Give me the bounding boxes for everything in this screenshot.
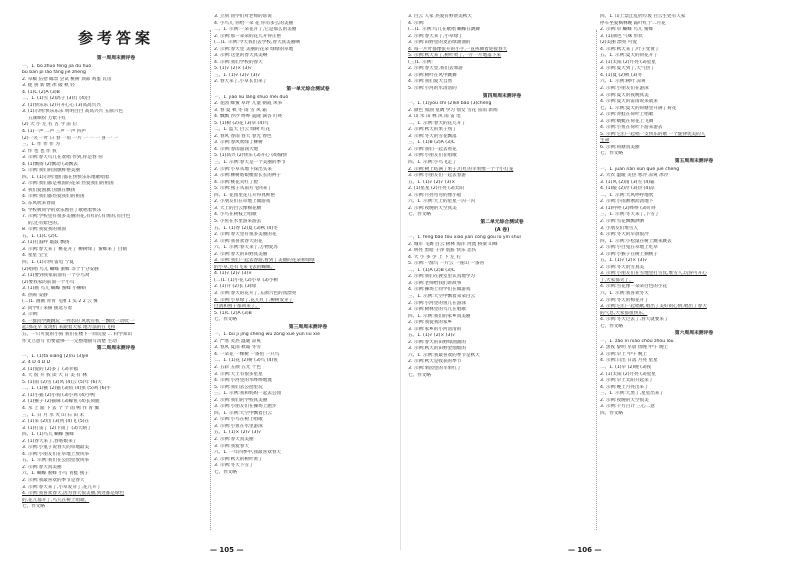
answer-text: 3. 示例:田野里的麦苗绿油油的 bbox=[408, 40, 471, 46]
answer-text: 白鸽和燕子都回来了。 bbox=[214, 304, 260, 310]
answer-text: 5. 示例:燕子从南方飞回来了 bbox=[214, 186, 272, 192]
answer-text: (二)1. 示例:今天我们去学校,春天真美丽啊 bbox=[214, 40, 300, 46]
answer-text: 4. 示例:小草绿了,花儿红了,柳树发芽了 bbox=[214, 297, 294, 303]
section-heading bbox=[408, 220, 596, 227]
answer-text: 3. 示例:千方百计 三心二意 bbox=[600, 404, 655, 410]
answer-text: 2. 示例:秋天的果子熟了 bbox=[408, 127, 457, 133]
answer-text: 二、1. (1)花 (2)树 (3)鸟 (4)鱼 bbox=[214, 358, 278, 364]
answer-line bbox=[600, 411, 788, 418]
answer-text: 2. (1)快乐乐 (2)开开心心 (3)高高兴兴 bbox=[22, 102, 101, 108]
answer-text: 第五周周末测评卷 bbox=[674, 159, 714, 165]
answer-text: 2. 示例:小白兔在草地上吃草 bbox=[600, 245, 658, 251]
answer-text: 2. 示例:春天里 美丽的花朵 绿绿的草地 bbox=[214, 46, 294, 52]
answer-text: 第二周周末测评卷 bbox=[96, 346, 136, 352]
answer-text: 三、1. 示例:冬天来了,下雪了 bbox=[600, 212, 660, 218]
answer-text: 2. 示例:春天来了,小草绿了 bbox=[408, 33, 463, 39]
answer-text: 生命 bbox=[600, 138, 610, 144]
answer-text: 2. 示例:春天里有很多美丽的花 bbox=[214, 232, 277, 238]
answer-text: 第四周周末测评卷 bbox=[482, 93, 522, 99]
answer-text: 3. 示例:小朋友们在唱歌 bbox=[408, 153, 457, 159]
answer-text: 3. (1)风 (2)雨 (3)雪 (4)霜 bbox=[600, 179, 655, 185]
answer-text: 2. 示例:我们的学校真美丽 bbox=[214, 397, 268, 403]
answer-text: 2. 黑夜 黎明 早晨 傍晚 中午 晚上 bbox=[600, 345, 669, 351]
answer-text: (A 卷) bbox=[494, 227, 510, 233]
answer-text: 4. 示例:雪花像一朵朵白色的小花 bbox=[600, 284, 668, 290]
answer-text: 二、1. 示例:春天的花儿开了 bbox=[408, 120, 466, 126]
answer-text: 一、1. (1)yóu shì (2)kè bǎo (3)chéng bbox=[408, 101, 492, 107]
answer-text: 3. 白云 人家 热爱有野赞美秋天 bbox=[408, 14, 472, 19]
answer-text: 2. (1)要到我家前面有一个小鸟窝 bbox=[22, 273, 90, 279]
answer-line bbox=[214, 79, 402, 86]
answer-text: 4. 示例:我们都热爱我们的祖国 bbox=[22, 194, 85, 200]
answer-text: 2. 示例:秋天的树叶黄了 bbox=[214, 456, 263, 462]
answer-text: 第一周周末测评卷 bbox=[96, 56, 136, 61]
answer-text: 3. 示例:蜻蜓在荷花上飞舞 bbox=[600, 118, 654, 124]
answer-text: 一、1. zǎo nǐ niǎo chóu zhǒu lǒu bbox=[600, 338, 674, 344]
answer-text: 七、1. 示例:夏天的荷塘里开满了荷花 bbox=[600, 105, 677, 111]
answer-text: 3. 捉 别 新 燃 冰 破 秋 轻 bbox=[22, 83, 75, 89]
answer-text: 4. 示例:我喜欢春天,因为春天很美丽,到处都是绿色 bbox=[22, 491, 125, 497]
answer-text: 2. 4 D 4 D D bbox=[22, 360, 51, 366]
answer-text: 一、1. bō zhuō fēng jiā dù huǒ bbox=[22, 63, 92, 69]
answer-text: 2. 作 也 也 作 我 bbox=[22, 148, 57, 154]
answer-text: 3. (1)打雷了 (2)下雨了 (3)天晴了 bbox=[22, 425, 92, 431]
answer-text: 六、1. 示例:我喜欢冬天 bbox=[600, 290, 649, 296]
answer-text: 5. 示例:它们一起唱一支快乐的歌 一个旋律优美的人 bbox=[600, 131, 706, 137]
answer-text: 2. 严寒 炎热 温暖 凉爽 bbox=[214, 338, 261, 344]
answer-text: 3. 示例:早上太阳升起来了 bbox=[600, 378, 654, 384]
answer-text: 2. 五彩 五颜 五光 十色 bbox=[214, 364, 261, 370]
answer-line bbox=[214, 470, 402, 477]
answer-text: 2. (1)小猫 (2)小狗 (3)小鸡 (4)小鸭 bbox=[22, 392, 96, 398]
answer-text: 二、1. (1)A (2)B (3)C bbox=[408, 267, 455, 273]
answer-text: 作文立意写 但要能够一一完整地描写清楚 生动 bbox=[22, 338, 117, 344]
answer-text: 2. 示例:夜晚的天空真美 bbox=[408, 205, 457, 211]
answer-text: 4. 一朵花 一棵树 一条鱼 一只鸟 bbox=[214, 351, 280, 357]
answer-text: 五、1. 示例:夏天的荷花开了 bbox=[600, 53, 658, 59]
answer-text: 2. (1)太阳 (2)月亮 (3)星星 bbox=[600, 371, 656, 377]
answer-text: 3. 示例:小朋友们在操场上跑步 bbox=[214, 404, 277, 410]
answer-text: 6. 学校被同学的欢乐围住了歌唱着快乐 bbox=[22, 207, 102, 213]
answer-text: 2. (1)采 (2)出 (3)到 (4)飞 (5)在 bbox=[22, 419, 90, 425]
answer-text: 3. 示例:月亮弯弯的像小船 bbox=[408, 192, 462, 198]
answer-text: 2. 示例:春天里,我们去郊游 bbox=[408, 66, 463, 72]
answer-text: 2. 花园 蜂蜜 草坪 儿童 朝霞 风筝 bbox=[214, 101, 283, 107]
answer-text: 3. 示例:老师给我们讲故事 bbox=[408, 280, 462, 286]
answer-text: (2)要我家的前面一个小鸟 bbox=[22, 279, 75, 285]
answer-text: 4. (1)暖 (2)冷 (3)热 (4)凉 bbox=[600, 186, 655, 192]
section-heading bbox=[408, 228, 596, 235]
answer-text: 2. 示例:春天的田野绿油油的 bbox=[408, 339, 466, 345]
answer-text: 六、1. 示例:我最喜欢的季节是秋天 bbox=[408, 352, 480, 358]
answer-text: 5. 示例:我们去公园里玩 bbox=[214, 384, 263, 390]
answer-text: 5. 示例:秋天来了,树叶黄了,一片一片地落下来 bbox=[408, 53, 502, 59]
answer-text: 三、1. 示例:天黑了,星星出来了 bbox=[600, 391, 664, 397]
section-heading bbox=[22, 56, 210, 63]
answer-text: 第六周周末测评卷 bbox=[674, 331, 714, 337]
answer-text: 2. 示例:我爱我的家乡 bbox=[408, 320, 453, 326]
answer-text: 五颜缤纷 万紫千红 bbox=[28, 115, 67, 121]
answer-text: 2. 示例:我最喜欢的季节是春天 bbox=[22, 478, 85, 483]
answer-text: 4. 示例:操场上同学们在做游戏 bbox=[408, 287, 471, 293]
answer-line bbox=[214, 317, 402, 324]
answer-text: 2. 示例:青蛙在荷叶上唱歌 bbox=[600, 112, 654, 118]
answer-line bbox=[22, 504, 210, 511]
answer-text: 2. 示例:冬天的雪真美 bbox=[600, 264, 645, 270]
answer-text: 3. (1)颜色 气味 形状 bbox=[600, 33, 643, 39]
answer-text: 3. 示例:天上有很多星星 bbox=[214, 371, 263, 377]
answer-text: 3. (1)呼呼 (2)哗哗 (3)叮咚 bbox=[600, 205, 656, 211]
answer-text: 2. 示例:小雨淅淅沥沥地下 bbox=[600, 199, 654, 205]
answer-text: 3. 示例:冬天下雪了 bbox=[214, 463, 254, 469]
answer-text: 2. 春风 春雨 春天 春光 春色 bbox=[214, 133, 272, 139]
answer-text: 3. 示例:冬天的雪花飘落 bbox=[408, 133, 457, 139]
answer-line bbox=[600, 324, 788, 331]
answer-line bbox=[600, 151, 788, 158]
answer-text: 三、1. 示例:天空中飘着朵朵白云 bbox=[408, 293, 476, 299]
answer-text: 2. 大衣 温暖 炎热 寒冷 凉爽 冰冷 bbox=[600, 173, 669, 179]
answer-text: 4. 示例:冬天的早晨很冷 bbox=[600, 232, 649, 238]
answer-text: (2)唱唱 鸟儿 蝴蝶 蜜蜂 等于十分安静 bbox=[22, 266, 99, 272]
answer-text: 2. 春天来了,小草长出来了 bbox=[214, 79, 268, 85]
answer-line bbox=[408, 86, 596, 93]
answer-text: 第一单元综合测试卷 bbox=[286, 87, 330, 93]
answer-text: bǔ bān pí láo fǎng jiè zhèng bbox=[22, 70, 86, 76]
answer-text: 2. 示例:秋天是收获的季节 bbox=[408, 359, 462, 365]
answer-text: 2. (1)打鼓呼 敲鼓 飘扬 bbox=[22, 240, 70, 246]
answer-text: (二)1. 示例:鸟儿在歌唱 蝴蝶在跳舞 bbox=[408, 27, 481, 33]
answer-text: 四、1. 花园里花儿开得真鲜艳 bbox=[214, 192, 275, 198]
answer-text: 2. 示例:我们在教室里认真地学习 bbox=[408, 274, 476, 280]
answer-text: 起:那花早 发现机 来跟着大家 地方法的在飞和 bbox=[22, 325, 116, 331]
answer-text: 4. (1)√ (2)√ (3)× bbox=[214, 271, 252, 277]
answer-text: 3. 示例: bbox=[22, 312, 39, 318]
answer-text: 一、1. juān nán xún què jué chéng bbox=[600, 166, 680, 172]
answer-text: 3. 示例:我喜欢春天的花 bbox=[214, 238, 263, 244]
answer-text: 了,大家都笑了。 bbox=[600, 277, 634, 283]
answer-text: 4. 示例: bbox=[408, 20, 425, 26]
column-divider bbox=[596, 30, 597, 530]
page-number-right: — 106 — bbox=[568, 546, 602, 554]
answer-text: 七、作文略 bbox=[408, 212, 431, 218]
page-number-left: — 105 — bbox=[210, 546, 244, 554]
answer-text: 五、1. (1)× (2)√ (3)√ bbox=[214, 430, 262, 436]
answer-text: 4. 大 小 多 少 上 下 左 右 bbox=[408, 254, 461, 260]
answer-text: 2. 示例:我们都是祖国的花朵 热爱我们的祖国 bbox=[22, 181, 114, 187]
answer-text: 5. (1)雨 (2)雪 (3)风 (4)云 (5)年 (6)大 bbox=[22, 379, 102, 385]
answer-text: (2)美丽 漂亮 可爱 bbox=[600, 40, 637, 46]
answer-text: 三、1. 作 作 作 为 bbox=[22, 142, 60, 148]
answer-text: 2. 示例:雪花飘飘洒洒 bbox=[600, 218, 645, 224]
answer-text: 8. 示例:我爱我的祖国 bbox=[22, 227, 67, 233]
answer-text: 六、1. 示例:树叶 凉爽 bbox=[600, 79, 646, 85]
answer-text: 3. 示例:春风吹绿了柳树 bbox=[214, 140, 263, 146]
answer-text: 二、1. 示例:一朵花开了,它是那么的美丽 bbox=[214, 27, 297, 33]
answer-text: 4. 示例:春雨滋润大地 bbox=[214, 146, 259, 152]
answer-text: 四、1. 示例:小鸟飞走了 bbox=[408, 160, 457, 166]
answer-lines bbox=[408, 14, 596, 379]
answer-text: 3. 示例:春天的花开了,五颜六色的真漂亮 bbox=[214, 290, 297, 296]
answer-text: 二、1. 蓝天 白云 绿树 红花 bbox=[214, 127, 271, 133]
answer-text: 一、1. bǔ jī jìng shēng wù zōng xué yǔn liú xiē bbox=[214, 332, 320, 338]
answer-text: 2. 示例:树上结满了果子,红红的苹果像一个个小灯笼 bbox=[408, 166, 514, 172]
answer-text: 4. 水 上 面 下 去 个 个 雨 鸭 作 青 翼 bbox=[22, 405, 100, 411]
answer-text: 四、1. 山上禁止乱扔垃圾 白云生处有人家 bbox=[600, 14, 686, 19]
answer-text: 3. 示例:小朋友们一起去春游 bbox=[408, 173, 466, 179]
answer-text: 一、1. jiāo liú lǎng shuō méi duǒ bbox=[214, 94, 289, 100]
answer-text: 三、1. 示例:我和妈妈一起去公园 bbox=[214, 391, 282, 397]
answer-text: 五、1. (1)√ (2)× (3)√ bbox=[600, 258, 648, 264]
answer-text: 4. 示例:我们爱大自然 bbox=[408, 79, 453, 85]
answer-text: 5. 小鱼在水里游来游去 bbox=[214, 218, 262, 224]
answer-text: 一、1. (1)tā xiàng (2)rù (3)jié bbox=[22, 353, 89, 359]
answer-text: 3. (1)爱的 (2)多了 (3)幸福 bbox=[22, 366, 78, 372]
answer-text: 4. 小鸟在树枝上唱歌 bbox=[214, 212, 257, 218]
answer-text: 二、1. (1)雪 (2)鸽子 (3)灯 (4)白 bbox=[22, 96, 91, 102]
answer-text: 2. 示例:草 蝴蝶 鸟儿 蜜蜂 bbox=[600, 27, 654, 33]
answer-text: 4. 飘飘 沙沙 哗哗 轰隆 滴答 叮咚 bbox=[214, 114, 283, 120]
answer-text: 4. 示例:冬天过去了,春天就要来了 bbox=[600, 317, 669, 323]
answer-text: 2. 颜色 加油 宽阔 学习 仙女 雪花 雷雨 新闻 bbox=[408, 107, 498, 113]
answer-text: 三、1. 示例:春天是一个美丽的季节 bbox=[214, 160, 286, 166]
answer-text: 2. 小朋友们在草地上做游戏 bbox=[214, 199, 271, 205]
answer-text: 3. 示例:柳树姑娘梳着长长的辫子 bbox=[214, 173, 282, 179]
answer-text: 3. 示例:春天鸟儿在欢唱 作到,你是春 你 bbox=[22, 155, 103, 161]
answer-text: 2. 示例:小鸟在树上唱歌 bbox=[214, 417, 263, 423]
answer-lines bbox=[22, 56, 210, 511]
answer-text: 3. 山 水 田 林 风 雨 雷 电 bbox=[408, 114, 461, 120]
answer-text: 4. 示例:小朋友们在草地上放风筝 bbox=[22, 451, 90, 457]
answer-text: 2. 示例:春天的田野真美丽 bbox=[214, 251, 268, 257]
answer-text: 的小草,还有飞来飞去的蝴蝶。 bbox=[214, 264, 276, 270]
answer-text: 4. 星星 宝宝 bbox=[22, 253, 48, 259]
answer-text: 3. 我们爱国旗 国旗在飘扬 bbox=[22, 187, 76, 193]
answer-column-1 bbox=[22, 14, 210, 538]
answer-text: 三、1. 日 月 水 火 山 石 田 禾 bbox=[22, 412, 85, 418]
answer-text: 3. 示例:树林里的鸟儿在唱歌 bbox=[408, 307, 466, 313]
answer-text: 3. 示例:树叶在风中跳舞 bbox=[408, 72, 457, 78]
answer-text: 4. 天 很 开 我 读 大 日 美 有 林 bbox=[22, 373, 87, 379]
section-heading bbox=[22, 346, 210, 353]
answer-text: 的,花儿都开了,鸟儿在树上唱歌。 bbox=[22, 497, 90, 503]
answer-text: 5. 东风吹来春雨 bbox=[22, 201, 56, 207]
answer-text: 第三周周末测评卷 bbox=[288, 324, 328, 330]
answer-text: 3. 示例:夏天到了,天气热了 bbox=[600, 66, 655, 72]
answer-text: 3. 示例:春天来了,小草发芽了,花儿开了 bbox=[22, 484, 102, 490]
answer-text: 4. (1)一声 二声 三声 一声 四声 bbox=[22, 129, 87, 135]
answer-text: (三)1. 示例: bbox=[408, 59, 433, 65]
answer-text: 2. 示例:冬天的梅花开了 bbox=[600, 297, 649, 303]
answer-line bbox=[408, 373, 596, 380]
answer-text: 2. (1)太阳 (2)月亮 (3)星星 bbox=[600, 59, 656, 65]
answer-text: (2)一笑 一叶 日 春 一角 一片 一 一 一 喜 一 一 bbox=[22, 135, 119, 141]
answer-text: 3. 天上的白云像棉花糖 bbox=[214, 205, 262, 211]
answer-lines bbox=[600, 14, 788, 417]
answer-text: 4. 示例:晚上月亮出来了 bbox=[600, 384, 649, 390]
answer-text: 2. 城市 飞舞 白云 树林 海洋 河流 桥梁 山峰 bbox=[408, 241, 498, 247]
answer-text: 一、1. fēng bǎo tóu xiāo jiān cóng gōu lù yǐn shuǐ bbox=[408, 235, 521, 241]
answer-line bbox=[408, 212, 596, 219]
answer-line bbox=[22, 339, 210, 346]
answer-text: 六、1. 一年四季中,我最喜欢春天 bbox=[214, 450, 282, 456]
answer-text: 3. 春 夏 秋 冬 雨 雪 风 霜 bbox=[214, 107, 267, 113]
answer-text: 4. 热闹 安静 bbox=[22, 292, 48, 298]
answer-text: 3. 示例:春天来了 桃花开了 柳树绿了 蜜蜂来了 白鹤 bbox=[22, 246, 128, 252]
answer-text: 七、作文略 bbox=[408, 372, 431, 378]
answer-text: 3. 示例:家乡的小河清清的 bbox=[408, 326, 462, 332]
answer-text: 5. 示例:小河的水清清的 bbox=[408, 86, 457, 92]
answer-text: 七、作文略 bbox=[600, 323, 623, 329]
answer-text: 3. 立刻 同学们对老师的诉说 bbox=[214, 14, 272, 19]
answer-text: 五、1. (1)√ (2)√ (3)× bbox=[408, 179, 456, 185]
answer-text: 二、1. 示例:大风呼呼地吹 bbox=[600, 192, 654, 198]
answer-text: 3. 示例:小鱼在水里游泳 bbox=[214, 423, 263, 429]
answer-text: 4. 示例:我们学校的春天 bbox=[214, 59, 263, 65]
answer-text: 5. 示例:一群鸟 一片云 一座山 一条河 bbox=[408, 261, 485, 267]
answer-text: 5. (1)√ (2)× (3)√ bbox=[214, 66, 252, 72]
section-heading bbox=[600, 159, 788, 166]
answer-text: (二)1. (1)小花 (2)小草 (3)小树 bbox=[214, 277, 279, 283]
answer-text: 4. (1)夏 (2)秋 (3)冬 bbox=[600, 72, 643, 78]
answer-text: 四、1. (1)鸟儿 蝴蝶 蜜蜂 bbox=[22, 432, 75, 438]
answer-text: 五、1. 示例:我们在公园里放风筝 bbox=[22, 458, 90, 464]
answer-text: (2) 大 小 左 右 古 今 前 后 bbox=[22, 122, 77, 128]
answer-text: 4. 小鸟儿 你给一朵 花 你有多么的美丽 bbox=[214, 20, 294, 26]
answer-column-4 bbox=[600, 14, 788, 538]
answer-text: 5. 示例:我们的国旗鲜艳美丽 bbox=[22, 168, 80, 174]
answer-text: 四、1. 示例:天空中飘着白云 bbox=[214, 410, 272, 416]
answer-text: 五、1. (1)春 (2)夏 (3)秋 (4)冬 bbox=[214, 225, 278, 231]
answer-text: 2. (1)春天来了,春姑娘来了 bbox=[22, 438, 78, 444]
answer-text: 四、作文略 bbox=[600, 410, 623, 416]
answer-text: 的,还有紫色的。 bbox=[28, 220, 62, 226]
answer-text: 3. 示例:夏天的夜晚真美 bbox=[600, 92, 649, 98]
answer-text: 2. 示例:我们一起去看花 bbox=[408, 146, 457, 152]
answer-text: 2. 示例:小草从地下探出头来 bbox=[214, 166, 272, 172]
section-heading bbox=[408, 94, 596, 101]
answer-text: 四、1. 示例:小松鼠在树上跳来跳去 bbox=[600, 238, 672, 244]
answer-text: 5. (1)高兴 (2)快乐 (3)开心 (4)愉快 bbox=[214, 153, 288, 159]
answer-text: 3. 明亮 黑暗 干净 肮脏 快乐 悲伤 bbox=[408, 248, 477, 254]
answer-text: 4. (1)飘扬 (2)飘动 (3)飘去 bbox=[22, 161, 78, 167]
answer-text: 七、作文略 bbox=[214, 469, 237, 475]
answer-text: 五、一只可爱的小狗 我们在楼下一同玩耍 … 科学知识 bbox=[22, 331, 133, 337]
answer-text: 2. (1)星星 (2)月亮 (3)太阳 bbox=[408, 186, 464, 192]
answer-text: 3. 示例:果园里的苹果红了 bbox=[408, 365, 462, 371]
answer-text: 四、1. (1)示例:他们都在快快乐乐地歌唱着 bbox=[22, 174, 110, 180]
section-heading bbox=[214, 87, 402, 94]
answer-text: 的气息,大家都很快乐。 bbox=[600, 310, 648, 316]
column-divider bbox=[210, 30, 211, 530]
answer-text: 六、1. 示例:天上的星星一闪一闪 bbox=[408, 199, 476, 205]
answer-text: 2. (1)开 (2)长 (3)绿 bbox=[214, 284, 257, 290]
answer-text: 四、1. (1)示例 雷电 宁夏 bbox=[22, 259, 75, 265]
answer-text: 3. (1)猴子 (2)猫咪 (3)鲸鱼 (4)长颈鹿 bbox=[22, 399, 100, 405]
answer-text: 六、1. 蝴蝶 蜜蜂 小鸟 青蛙 燕子 bbox=[22, 471, 89, 477]
answer-text: 4. 示例:小鱼在荷叶下游来游去 bbox=[600, 125, 663, 131]
answer-text: 3. 小朋友们堆雪人 bbox=[600, 225, 639, 231]
answer-text: 4. 示例:夏天的雷雨说来就来 bbox=[600, 99, 658, 105]
answer-text: (二)1. 画画 青青 飞翔 1 头 2 2 云 雾 bbox=[22, 299, 98, 305]
answer-text: 5. (1)树 (2)花 (3)草 (4)鸟 bbox=[214, 120, 269, 126]
answer-text: 2. 草稿 伍拾 邮票 尝试 桃树 颈部 鸡蛋 瓦房 bbox=[22, 76, 112, 82]
answer-text: 3. 示例:秋天的田野金灿灿的 bbox=[408, 346, 466, 352]
answer-text: 2. 示例:小朋友们在游泳 bbox=[600, 86, 649, 92]
answer-text: 3. (1)示例:快乐乐乐 明明白白 高高兴兴 五颜六色 bbox=[22, 109, 123, 115]
answer-text: 七、作文略 bbox=[22, 504, 45, 510]
answer-text: 2. 示例:那一朵朵的花儿开得正艳 bbox=[214, 33, 282, 39]
answer-text: 第二单元综合测试卷 bbox=[480, 219, 524, 225]
answer-text: 六、1. 示例:春天来了,万物复苏 bbox=[214, 245, 278, 251]
answer-text: 6. 示例:荷塘真美丽 bbox=[600, 144, 640, 150]
answer-text: 4. 每一片叶都像张开的小手,一直挥舞着迎接春天 bbox=[408, 46, 508, 52]
answer-text: 二、1. (1)猴 (2)猫 (3)鱼 (4)虫 (5)鸡 (6)牛 bbox=[22, 386, 111, 392]
answer-text: 三、1. (1)B (2)A (3)C bbox=[408, 140, 455, 146]
section-heading bbox=[600, 331, 788, 338]
answer-text: 3. 示例:早上 中午 晚上 bbox=[600, 351, 648, 357]
answer-text: 停车坐爱枫林晚 霜叶红于二月花 bbox=[600, 20, 666, 26]
section-heading bbox=[214, 325, 402, 332]
answer-lines bbox=[214, 14, 402, 476]
answer-text: 2. 示例:小河里的鱼儿在游泳 bbox=[408, 300, 466, 306]
answer-text: 3. 示例:小猴子在树上摘桃子 bbox=[600, 251, 658, 257]
answer-text: 4. 示例:日出 日落 月亮 星星 bbox=[600, 358, 658, 364]
page-title: 参考答案 bbox=[77, 29, 154, 47]
answer-text: 5. (1)C (2)A (3)B bbox=[214, 310, 252, 316]
answer-text: 4. 示例:小河里的水哗哗地流 bbox=[214, 378, 272, 384]
answer-text: 3. 示例:这里的春天真美啊 bbox=[214, 53, 268, 59]
answer-text: 2. 同学们 采摘 挑选写着 bbox=[22, 305, 73, 311]
answer-text: 3. 春风 夏雨 秋霜 冬雪 bbox=[214, 345, 261, 351]
answer-text: 3. 示例:小朋友们在雪地里打雪仗,堆雪人,玩得可开心 bbox=[600, 271, 707, 277]
answer-text: 3. 示例:我爱春天 bbox=[214, 443, 249, 449]
answer-column-3 bbox=[408, 14, 596, 538]
answer-text: 7. 示例:学校里有很多美丽的花,有红的,有黄的,有白色 bbox=[22, 214, 131, 220]
answer-text: 二、1. (1)早 (2)晚 (3)夜 bbox=[600, 364, 652, 370]
answer-text: 2. 示例:夜晚的天空很美 bbox=[600, 397, 649, 403]
answer-text: 五、1. (1)√ (2)× (3)√ bbox=[408, 333, 456, 339]
answer-text: 七、作文略 bbox=[214, 317, 237, 323]
answer-text: 3. 示例:小兔子说春天的草地最美 bbox=[22, 445, 90, 451]
answer-text: 3. 示例:我们一起去春游,看到了美丽的花朵和绿绿 bbox=[214, 258, 315, 264]
answer-text: 七、作文略 bbox=[600, 151, 623, 157]
answer-text: 四、1. 示例:我们的家乡真美丽 bbox=[408, 313, 471, 319]
answer-text: 4. 一群同学跳跳玩 一列水的 风吹有机 一飘吹一动吹 一 bbox=[22, 318, 135, 324]
answer-text: 3. (1)画 鸟儿 蝴蝶 蜜蜂 小蝌蚪 bbox=[22, 286, 87, 292]
answer-text: 4. 示例:秋天来了,叶子变黄了 bbox=[600, 46, 660, 52]
answer-text: 五、1. (1)C (2)C bbox=[22, 233, 58, 239]
answer-text: 3. 示例:它们一起唱歌,唱出了美好的心情,唱出了春天 bbox=[600, 304, 707, 310]
answer-text: 4. 示例:桃花笑红了脸 bbox=[214, 179, 259, 185]
answer-column-2 bbox=[214, 14, 402, 538]
answer-text: 三、1. (1)√ (2)√ (3)√ bbox=[214, 72, 261, 78]
answer-text: 2. 示例:春天真美丽 bbox=[22, 464, 62, 470]
answer-text: 2. 示例:春天真美丽 bbox=[214, 437, 254, 442]
answer-text: 4. (1)C (2)A (3)B bbox=[22, 89, 60, 95]
